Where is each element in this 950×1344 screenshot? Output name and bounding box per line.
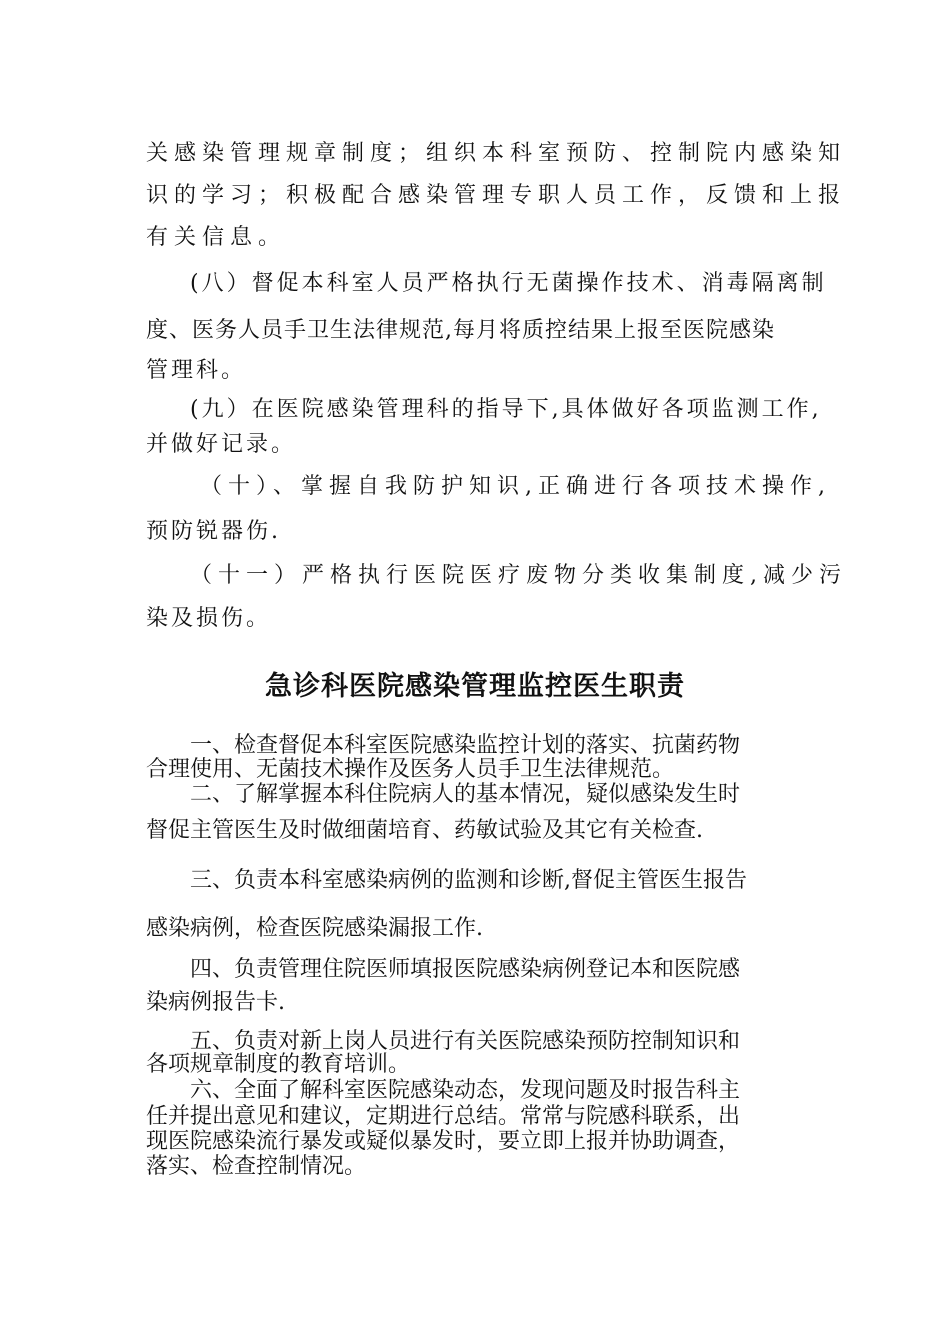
duty5-line-1: 五、负责对新上岗人员进行有关医院感染预防控制知识和 [190,1029,741,1054]
item9-line-1: (九）在医院感染管理科的指导下,具体做好各项监测工作, [190,397,822,422]
duty6-line-4: 落实、检查控制情况。 [146,1154,367,1179]
duty2-line-2: 督促主管医生及时做细菌培育、药敏试验及其它有关检查. [146,818,703,843]
item11-line-1: （十一）严格执行医院医疗废物分类收集制度,减少污 [190,563,847,588]
duty1-line-2: 合理使用、无菌技术操作及医务人员手卫生法律规范。 [146,757,675,782]
section-title: 急诊科医院感染管理监控医生职责 [265,671,685,702]
duty5-line-2: 各项规章制度的教育培训。 [146,1052,411,1077]
duty2-line-1: 二、了解掌握本科住院病人的基本情况，疑似感染发生时 [190,782,741,807]
item9-line-2: 并做好记录。 [146,432,297,457]
duty4-line-2: 染病例报告卡. [146,990,285,1015]
item10-line-2: 预防锐器伤. [146,519,281,544]
item8-line-2: 度、医务人员手卫生法律规范,每月将质控结果上报至医院感染 [146,318,775,343]
duty4-line-1: 四、负责管理住院医师填报医院感染病例登记本和医院感 [190,957,741,982]
item7-line-1: 关感染管理规章制度；组织本科室预防、控制院内感染知 [146,141,847,166]
item10-line-1: （十）、掌握自我防护知识,正确进行各项技术操作, [200,474,831,499]
item11-line-2: 染及损伤。 [146,606,272,631]
item7-line-3: 有关信息。 [146,225,287,250]
item7-line-2: 识的学习；积极配合感染管理专职人员工作，反馈和上报 [146,183,847,208]
duty6-line-1: 六、全面了解科室医院感染动态，发现问题及时报告科主 [190,1078,741,1103]
duty3-line-2: 感染病例，检查医院感染漏报工作. [146,916,483,941]
item8-line-1: (八）督促本科室人员严格执行无菌操作技术、消毒隔离制 [190,271,827,296]
duty6-line-3: 现医院感染流行暴发或疑似暴发时，要立即上报并协助调查， [146,1129,741,1154]
duty6-line-2: 任并提出意见和建议，定期进行总结。常常与院感科联系，出 [146,1104,741,1129]
item8-line-3: 管理科。 [146,358,247,383]
duty3-line-1: 三、负责本科室感染病例的监测和诊断,督促主管医生报告 [190,868,747,893]
duty1-line-1: 一、检查督促本科室医院感染监控计划的落实、抗菌药物 [190,733,741,758]
